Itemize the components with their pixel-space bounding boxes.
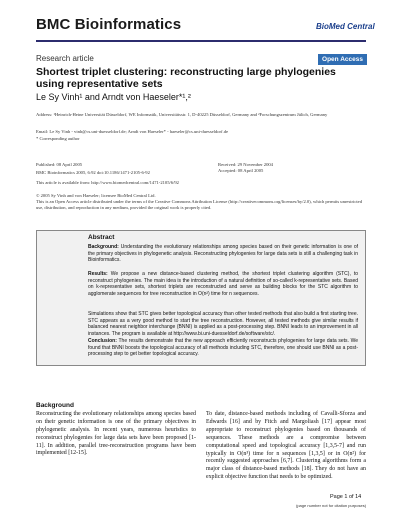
abstract-results-text: We propose a new distance-based clustering method, the shortest triplet clustering algorithm (STC), to reconstruct phylogenies. The main idea is the introduction of a natural definition of so-called k-representative sets. Based on k-representative sets, shortest triplets are reconstructed and serve as building blocks for the STC algorithm to agglomerate sequences for tree reconstruction in O(n²) time for n sequences. — [88, 271, 358, 297]
header-divider — [36, 40, 366, 42]
open-access-badge: Open Access — [318, 54, 367, 65]
author-address: Address: ¹Heinrich-Heine Universität Düsseldorf, WE Informatik, Universitätsstr. 1, D-40225 Düsseldorf, Germany and ²Forschungszentrum Jülich, Germany — [36, 112, 328, 117]
body-left-text: Reconstructing the evolutionary relationships among species based on their genetic information is one of the primary objectives in phylogenetic analysis. In recent years, numerous heuristics to reconstruct phylogenies for large data sets have been proposed [1-11]. In addition, parallel tree-reconstruction programs have been implemented [12-15]. — [36, 410, 196, 457]
body-right-column: To date, distance-based methods including of Cavalli-Sforza and Edwards [16] and by Fitch and Margoliash [17] appear most appropriate to reconstruct phylogenies based on thousands of sequences. These methods are a compromise between computational speed and topological accuracy [1,3,5-7] and run typically in O(n³) time for n sequences [1,3,5] or in O(n²) for recently suggested approaches [6,7]. Clustering algorithms form a major class of distance-based methods [18]. They do not have an explicit objective function that needs to be optimized. — [206, 411, 366, 481]
license-text: This is an Open Access article distributed under the terms of the Creative Commons Attribution License (http://creativecommons.org/licenses/by/2.0), which permits unrestricted use, distribution, and reproduction in any medium, provided the original work is properly cited. — [36, 199, 362, 210]
published-date: Published: 08 April 2005 — [36, 162, 83, 167]
page-note: (page number not for citation purposes) — [296, 503, 367, 508]
abstract-conclusion-text: The results demonstrate that the new approach efficiently reconstructs phylogenies for large data sets. We found that BNNI boosts the topological accuracy of all methods including STC, therefore, one should use BNNI as a post-processing step to get better topological accuracy. — [88, 338, 358, 358]
publisher-logo — [316, 22, 375, 42]
abstract-results — [88, 271, 358, 297]
article-authors: Le Sy Vinh¹ and Arndt von Haeseler*¹,² — [36, 92, 191, 102]
abstract-conclusion-label: Conclusion: — [88, 338, 117, 344]
journal-title: BMC Bioinformatics — [36, 16, 182, 33]
license-block — [36, 193, 366, 211]
received-date: Received: 29 November 2004 — [218, 162, 273, 167]
page-number: Page 1 of 14 — [330, 494, 362, 500]
body-left-column — [36, 402, 196, 458]
abstract-conclusion — [88, 338, 358, 358]
abstract-heading: Abstract — [88, 234, 115, 241]
abstract-background-text: Understanding the evolutionary relationships among species based on their genetic information is one of the primary objectives in phylogenetic analysis. Reconstructing phylogenies for large data sets is still a challenging task in Bioinformatics. — [88, 244, 358, 264]
article-type: Research article — [36, 54, 94, 63]
corresponding-note: * Corresponding author — [36, 136, 80, 141]
citation: BMC Bioinformatics 2005, 6:92 doi:10.1186/1471-2105-6-92 — [36, 170, 150, 175]
section-heading-background: Background — [36, 402, 74, 409]
abstract-results-label: Results: — [88, 271, 108, 277]
publisher-logo-text: BioMed Central — [316, 22, 375, 31]
publication-info-left — [36, 162, 150, 176]
abstract-background-label: Background: — [88, 244, 119, 250]
accepted-date: Accepted: 08 April 2005 — [218, 168, 264, 173]
publication-info-right — [218, 162, 273, 174]
article-url[interactable]: This article is available from: http://www.biomedcentral.com/1471-2105/6/92 — [36, 180, 179, 185]
abstract-background — [88, 244, 358, 264]
author-email: Email: Le Sy Vinh - vinh@cs.uni-duesseldorf.de; Arndt von Haeseler* - haeseler@cs.uni-duesseldorf.de — [36, 129, 229, 134]
article-title: Shortest triplet clustering: reconstructing large phylogenies using representative sets — [36, 66, 336, 90]
abstract-simulations: Simulations show that STC gives better topological accuracy than other tested methods that also build a first starting tree. STC appears as a very good method to start the tree reconstruction. However, all tested methods give similar results if balanced nearest neighbor interchange (BNNI) is applied as a post-processing step. BNNI leads to an improvement in all instances. The program is available at http://www.bi.uni-duesseldorf.de/software/stc/. — [88, 311, 358, 337]
copyright-line: © 2005 Sy Vinh and von Haeseler; licensee BioMed Central Ltd. — [36, 193, 156, 198]
